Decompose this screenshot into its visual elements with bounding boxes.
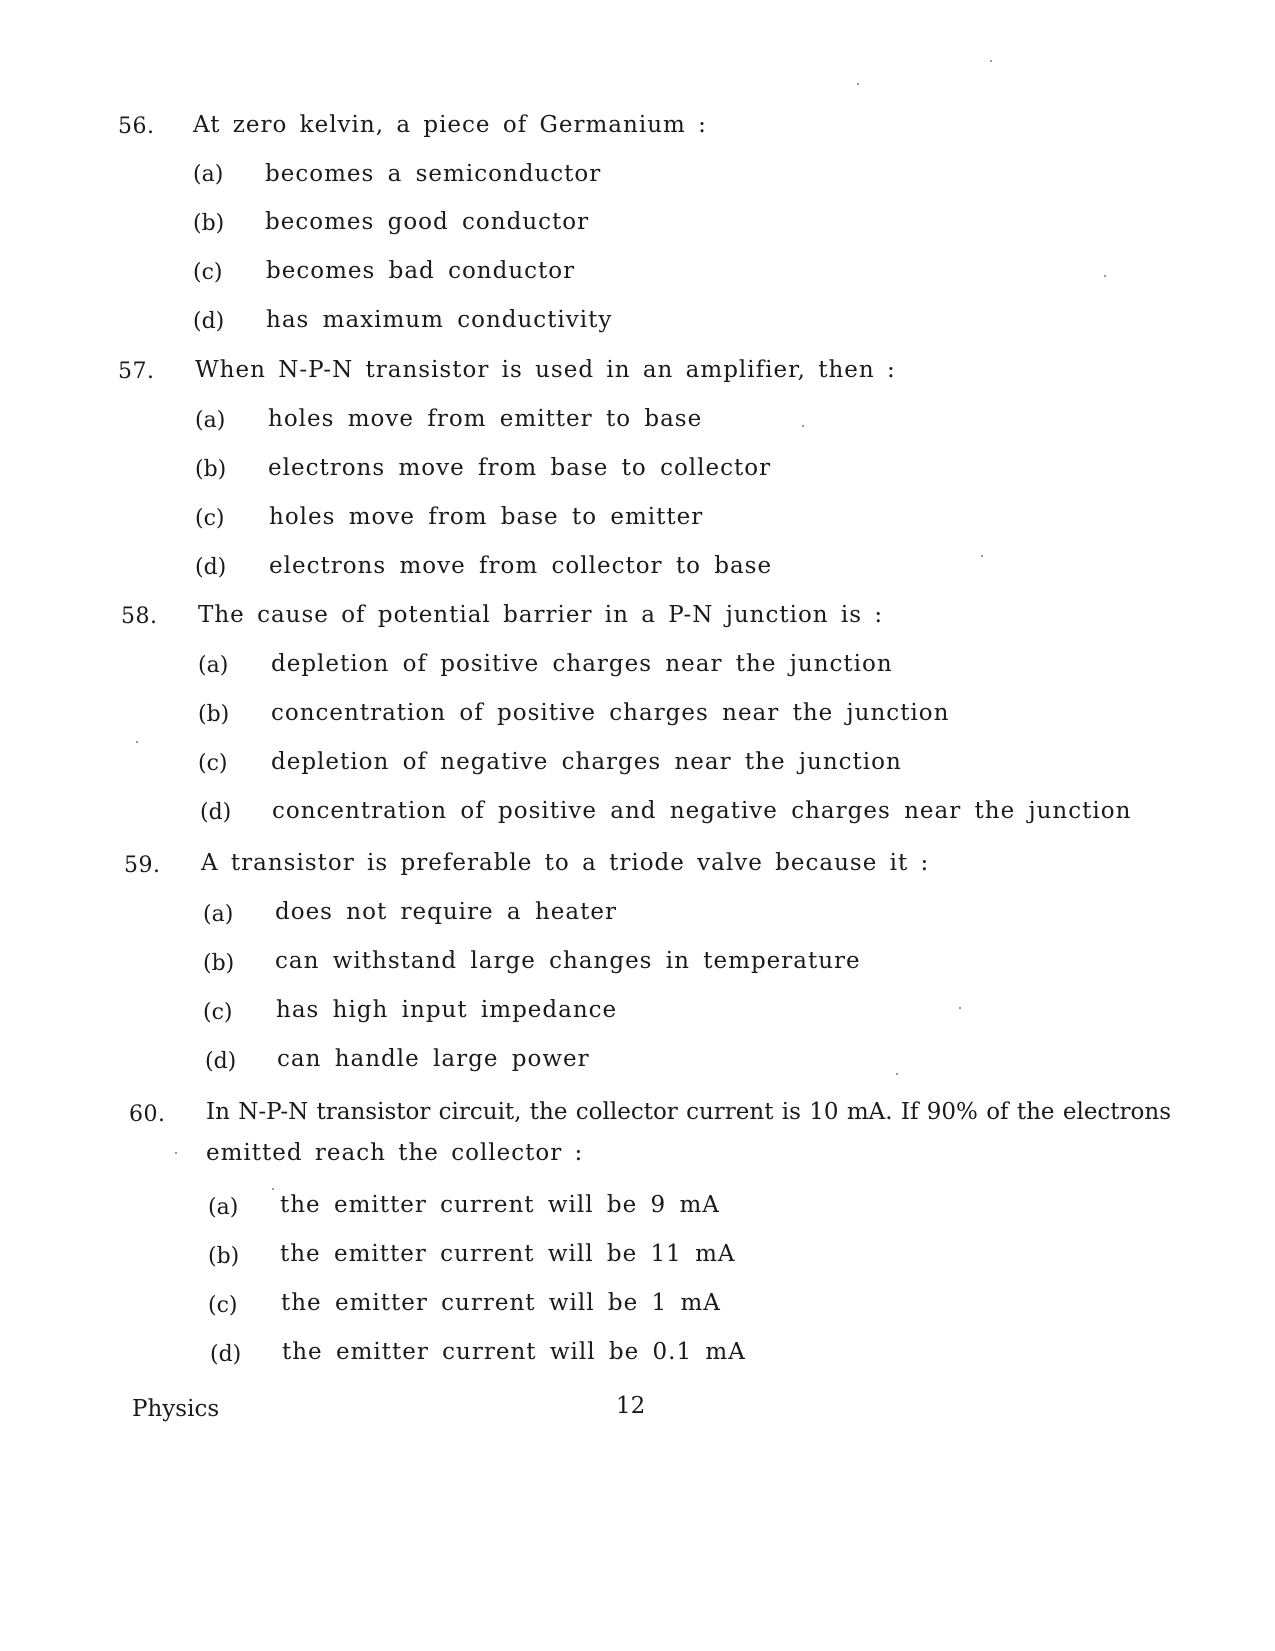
option-text: concentration of positive and negative charges near the junction	[272, 798, 1132, 824]
page-number: 12	[616, 1393, 646, 1419]
question-number: 59.	[124, 853, 161, 878]
option-label: (a)	[198, 653, 229, 678]
option-text: the emitter current will be 9 mA	[280, 1192, 720, 1218]
option-label: (d)	[200, 800, 232, 825]
scan-speck	[981, 555, 983, 557]
question-text: At zero kelvin, a piece of Germanium :	[193, 112, 707, 138]
option-label: (a)	[195, 408, 226, 433]
scan-speck	[959, 1007, 961, 1009]
option-text: can withstand large changes in temperature	[275, 948, 861, 974]
question-text-line1: In N-P-N transistor circuit, the collector current is 10 mA. If 90% of the electrons	[206, 1099, 1172, 1125]
option-label: (b)	[195, 457, 227, 482]
option-label: (d)	[205, 1049, 237, 1074]
question-number: 57.	[118, 359, 155, 384]
question-number: 56.	[118, 114, 155, 139]
scan-speck	[272, 1188, 274, 1190]
question-text-line2: emitted reach the collector :	[206, 1140, 584, 1166]
option-text: depletion of negative charges near the junction	[271, 749, 902, 775]
option-label: (b)	[203, 951, 235, 976]
question-text: A transistor is preferable to a triode valve because it :	[201, 850, 930, 876]
option-label: (b)	[198, 702, 230, 727]
option-text: has high input impedance	[276, 997, 618, 1023]
option-label: (a)	[193, 162, 224, 187]
question-number: 58.	[121, 604, 158, 629]
option-text: the emitter current will be 0.1 mA	[282, 1339, 746, 1365]
option-text: the emitter current will be 1 mA	[281, 1290, 721, 1316]
option-text: holes move from base to emitter	[269, 504, 704, 530]
scan-speck	[802, 425, 804, 427]
option-text: concentration of positive charges near the junction	[271, 700, 950, 726]
question-text: When N-P-N transistor is used in an amplifier, then :	[195, 357, 896, 383]
scan-speck	[1104, 275, 1106, 277]
option-label: (c)	[195, 506, 225, 531]
option-label: (a)	[203, 902, 234, 927]
question-number: 60.	[129, 1102, 166, 1127]
option-label: (c)	[193, 260, 223, 285]
option-text: does not require a heater	[275, 899, 617, 925]
option-text: electrons move from collector to base	[269, 553, 773, 579]
scan-speck	[175, 1152, 177, 1154]
option-text: depletion of positive charges near the junction	[271, 651, 893, 677]
option-label: (d)	[193, 309, 225, 334]
option-label: (c)	[198, 751, 228, 776]
option-label: (c)	[208, 1293, 238, 1318]
option-text: becomes bad conductor	[266, 258, 576, 284]
option-label: (b)	[208, 1244, 240, 1269]
option-label: (c)	[203, 1000, 233, 1025]
option-label: (d)	[195, 555, 227, 580]
scan-speck	[896, 1073, 898, 1075]
option-label: (d)	[210, 1342, 242, 1367]
scan-speck	[990, 60, 992, 62]
option-text: electrons move from base to collector	[268, 455, 772, 481]
option-label: (b)	[193, 211, 225, 236]
option-text: becomes a semiconductor	[265, 161, 602, 187]
option-label: (a)	[208, 1195, 239, 1220]
question-text: The cause of potential barrier in a P-N junction is :	[198, 602, 884, 628]
option-text: the emitter current will be 11 mA	[280, 1241, 736, 1267]
option-text: can handle large power	[277, 1046, 590, 1072]
option-text: becomes good conductor	[265, 209, 590, 235]
option-text: holes move from emitter to base	[268, 406, 703, 432]
footer-subject: Physics	[132, 1396, 220, 1422]
scan-speck	[136, 741, 138, 743]
option-text: has maximum conductivity	[266, 307, 613, 333]
scan-speck	[857, 83, 859, 85]
